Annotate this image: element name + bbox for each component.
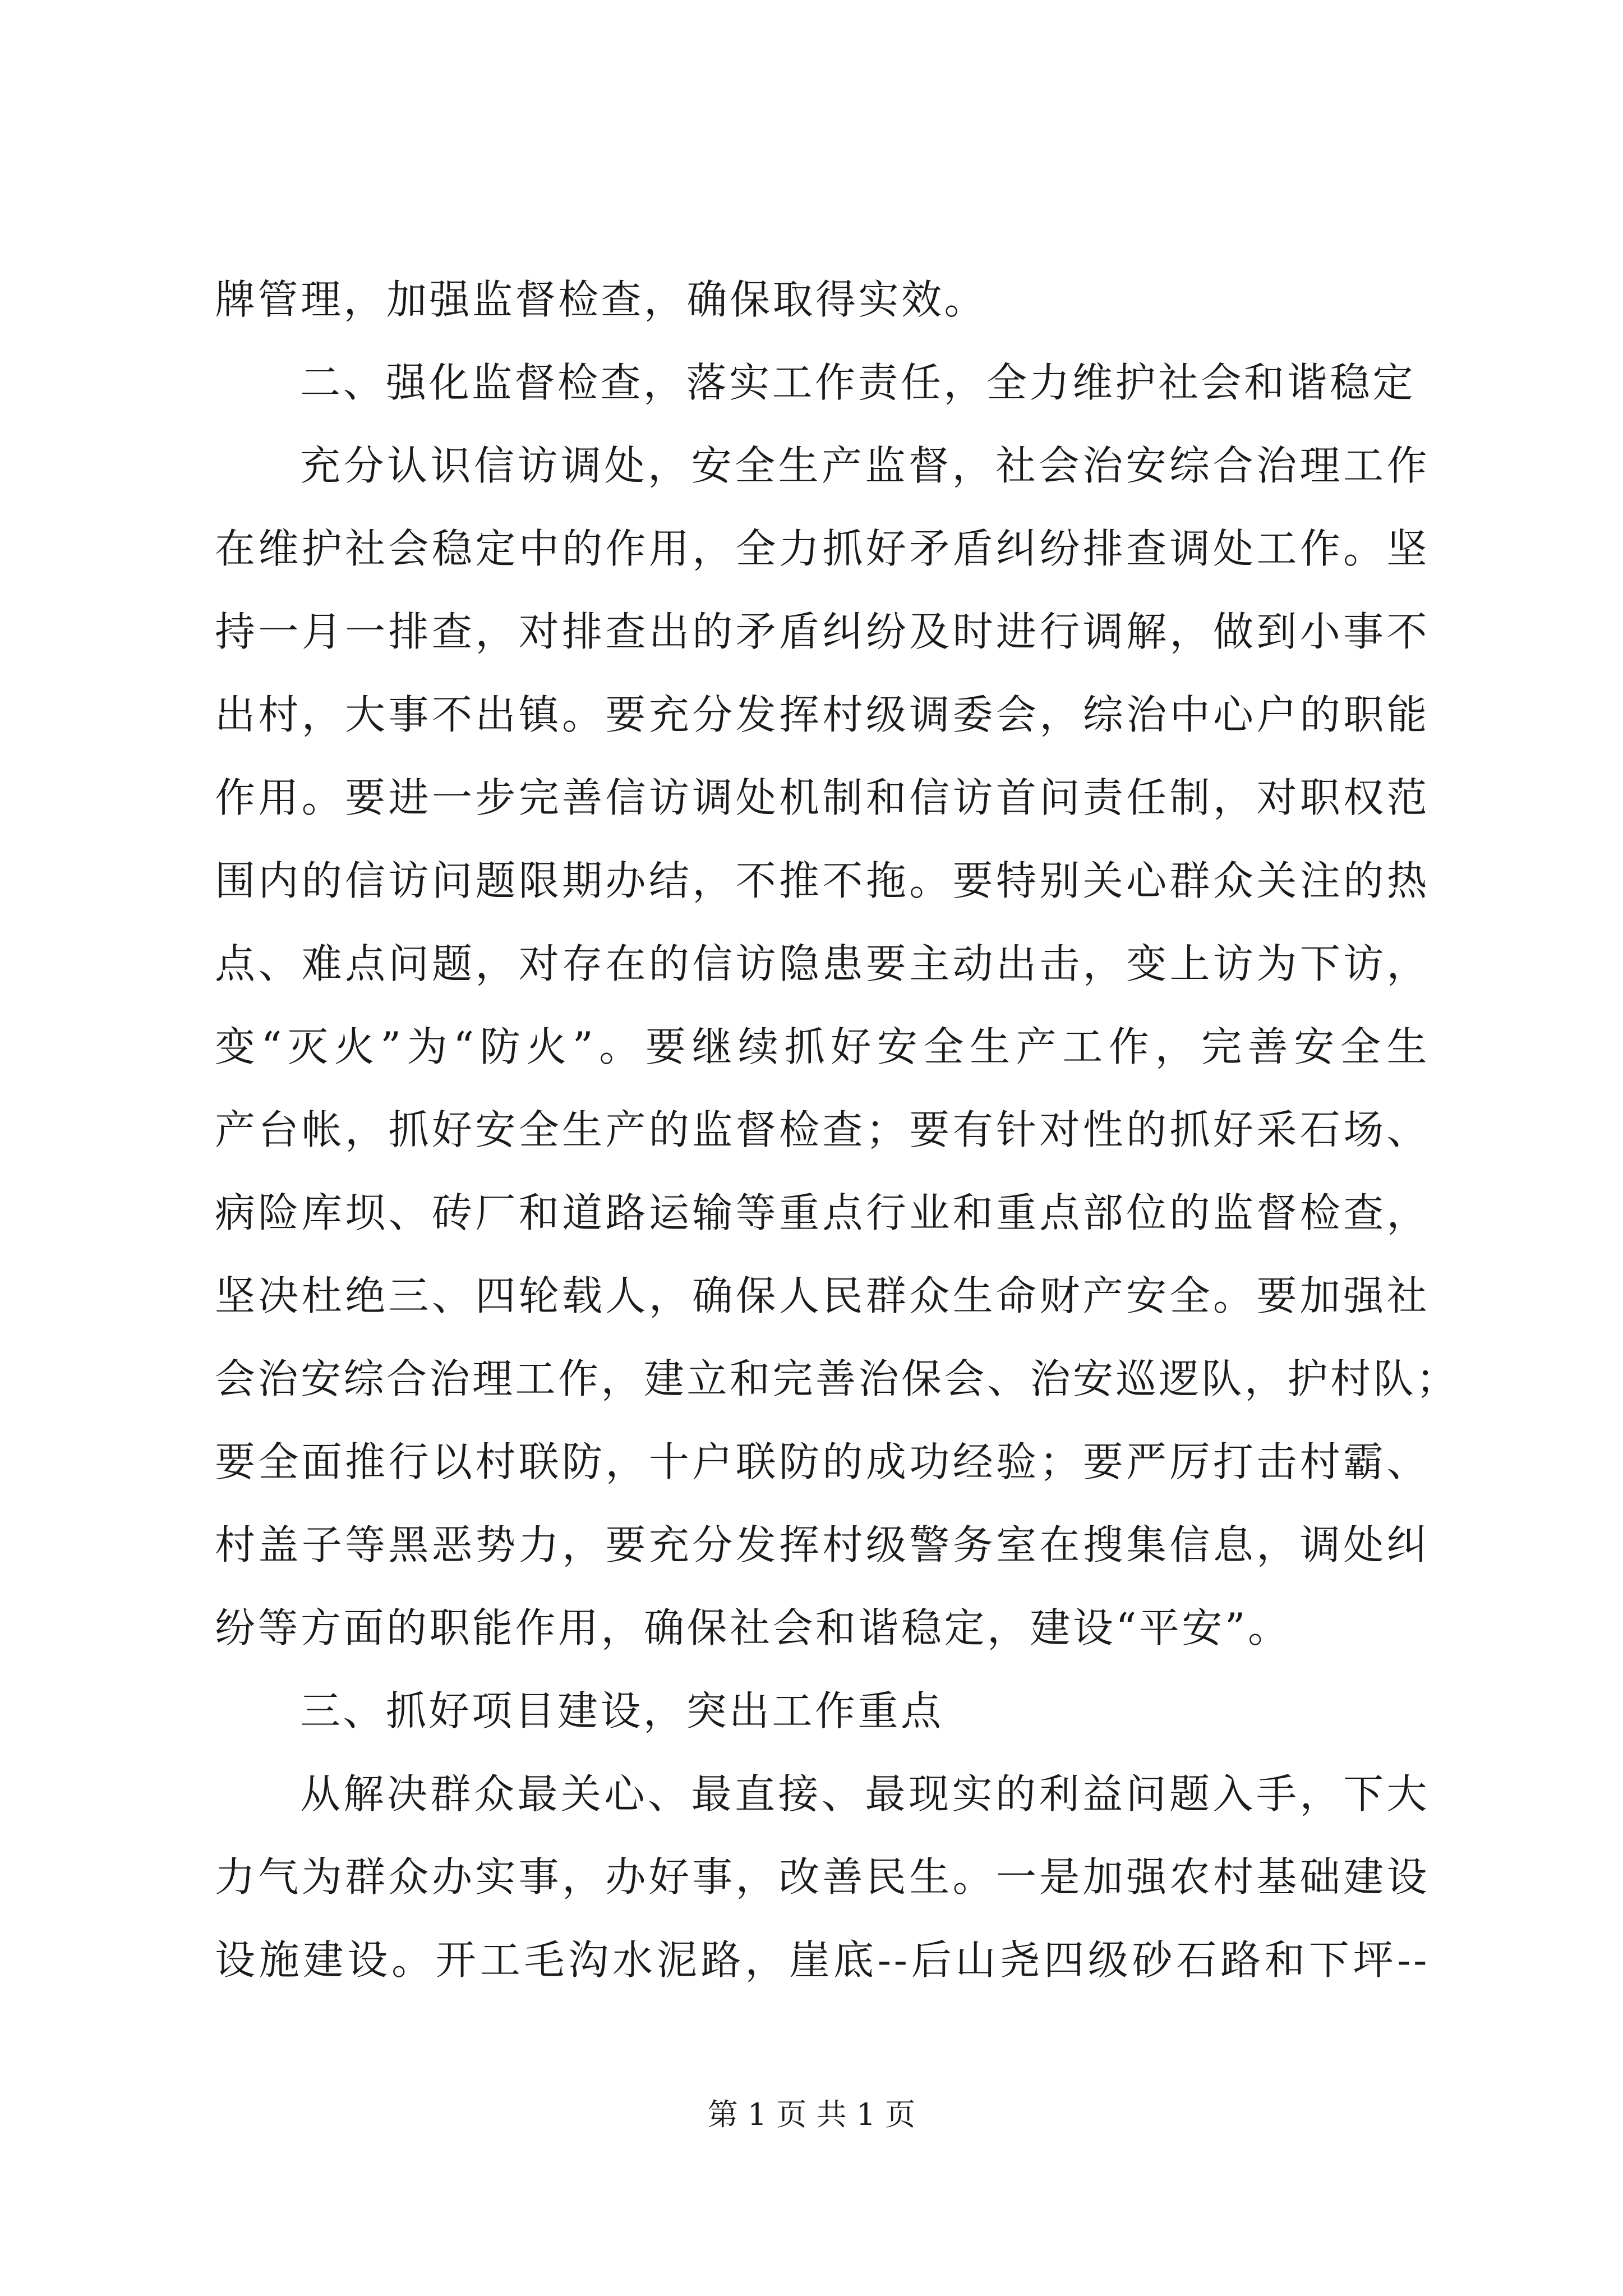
section-heading-3: 三、抓好项目建设，突出工作重点 — [300, 1687, 944, 1734]
text-line-6: 出村，大事不出镇。要充分发挥村级调委会，综治中心户的职能 — [215, 691, 1430, 738]
text-line-13: 坚决杜绝三、四轮载人，确保人民群众生命财产安全。要加强社 — [215, 1272, 1430, 1319]
text-line-10: 变“灭火”为“防火”。要继续抓好安全生产工作，完善安全生 — [215, 1023, 1430, 1070]
text-line-3: 充分认识信访调处，安全生产监督，社会治安综合治理工作 — [300, 442, 1430, 489]
text-line-17: 纷等方面的职能作用，确保社会和谐稳定，建设“平安”。 — [215, 1604, 1291, 1651]
text-line-14: 会治安综合治理工作，建立和完善治保会、治安巡逻队，护村队； — [215, 1355, 1459, 1402]
text-line-11: 产台帐，抓好安全生产的监督检查；要有针对性的抓好采石场、 — [215, 1106, 1430, 1153]
text-line-21: 设施建设。开工毛沟水泥路，崖底--后山尧四级砂石路和下坪-- — [215, 1936, 1430, 1984]
page-footer: 第 1 页 共 1 页 — [707, 2097, 916, 2132]
text-line-15: 要全面推行以村联防，十户联防的成功经验；要严厉打击村霸、 — [215, 1438, 1430, 1485]
document-body — [215, 258, 1459, 2001]
text-line-8: 围内的信访问题限期办结，不推不拖。要特别关心群众关注的热 — [215, 857, 1430, 904]
text-line-12: 病险库坝、砖厂和道路运输等重点行业和重点部位的监督检查， — [215, 1189, 1430, 1236]
text-line-20: 力气为群众办实事，办好事，改善民生。一是加强农村基础建设 — [215, 1853, 1430, 1901]
text-line-4: 在维护社会稳定中的作用，全力抓好矛盾纠纷排查调处工作。坚 — [215, 525, 1430, 572]
section-heading-2: 二、强化监督检查，落实工作责任，全力维护社会和谐稳定 — [300, 359, 1416, 406]
text-line-1: 牌管理，加强监督检查，确保取得实效。 — [215, 276, 988, 323]
text-line-9: 点、难点问题，对存在的信访隐患要主动出击，变上访为下访， — [215, 940, 1430, 987]
text-line-7: 作用。要进一步完善信访调处机制和信访首问责任制，对职权范 — [215, 774, 1430, 821]
text-line-5: 持一月一排查，对排查出的矛盾纠纷及时进行调解，做到小事不 — [215, 608, 1430, 655]
text-line-19: 从解决群众最关心、最直接、最现实的利益问题入手，下大 — [300, 1770, 1430, 1818]
text-line-16: 村盖子等黑恶势力，要充分发挥村级警务室在搜集信息，调处纠 — [215, 1521, 1430, 1568]
